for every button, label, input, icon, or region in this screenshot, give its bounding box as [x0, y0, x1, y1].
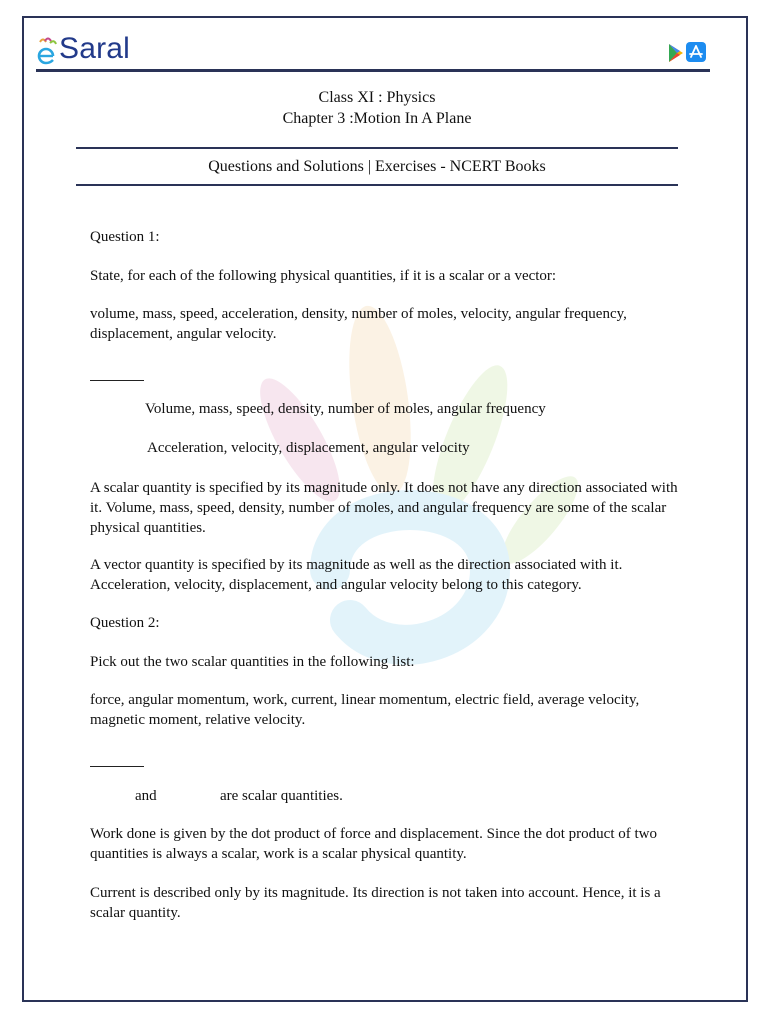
esaral-logo-mark — [36, 36, 58, 66]
work-explanation: Work done is given by the dot product of force and displacement. Since the dot product of two quantities is always a scalar, work is a scalar physical quantity. — [90, 826, 657, 862]
question-1-list: volume, mass, speed, acceleration, density, number of moles, velocity, angular frequency, displacement, angular velocity. — [90, 306, 627, 342]
question-2-list: force, angular momentum, work, current, linear momentum, electric field, average velocity, magnetic moment, relative velocity. — [90, 692, 640, 728]
subtitle-bottom-rule — [76, 184, 678, 186]
question-2-label: Question 2: — [90, 615, 160, 631]
question-2-prompt: Pick out the two scalar quantities in the following list: — [90, 654, 415, 670]
google-play-icon[interactable] — [668, 42, 684, 64]
page-subtitle: Questions and Solutions | Exercises - NCERT Books — [208, 158, 546, 175]
store-icons — [668, 42, 706, 64]
answer-2-tail: are scalar quantities. — [220, 788, 343, 804]
esaral-logo — [36, 30, 130, 66]
question-1-scalars: Volume, mass, speed, density, number of moles, angular frequency — [145, 401, 546, 417]
answer-2-and: and — [135, 788, 157, 804]
header-divider — [36, 69, 710, 72]
chapter-title: Chapter 3 :Motion In A Plane — [282, 110, 472, 127]
app-store-glyph-icon — [686, 42, 706, 62]
question-1-prompt: State, for each of the following physical quantities, if it is a scalar or a vector: — [90, 268, 557, 284]
app-store-icon[interactable] — [686, 42, 706, 62]
vector-explanation: A vector quantity is specified by its magnitude as well as the direction associated with it. Acceleration, velocity, displacement, and angular velocity belong to this category. — [90, 557, 623, 593]
subtitle-top-rule — [76, 147, 678, 149]
question-1-vectors: Acceleration, velocity, displacement, angular velocity — [147, 440, 470, 456]
current-explanation: Current is described only by its magnitude. Its direction is not taken into account. Hence, it is a scalar quantity. — [90, 885, 661, 921]
answer-1-divider — [90, 380, 144, 381]
question-1-label: Question 1: — [90, 229, 160, 245]
logo-text: Saral — [59, 32, 131, 65]
answer-2-divider — [90, 766, 144, 767]
class-title: Class XI : Physics — [318, 89, 436, 106]
scalar-explanation: A scalar quantity is specified by its magnitude only. It does not have any direction associated with it. Volume, mass, speed, density, number of moles, and angular frequency are some of the scalar physical quantities. — [90, 480, 678, 536]
